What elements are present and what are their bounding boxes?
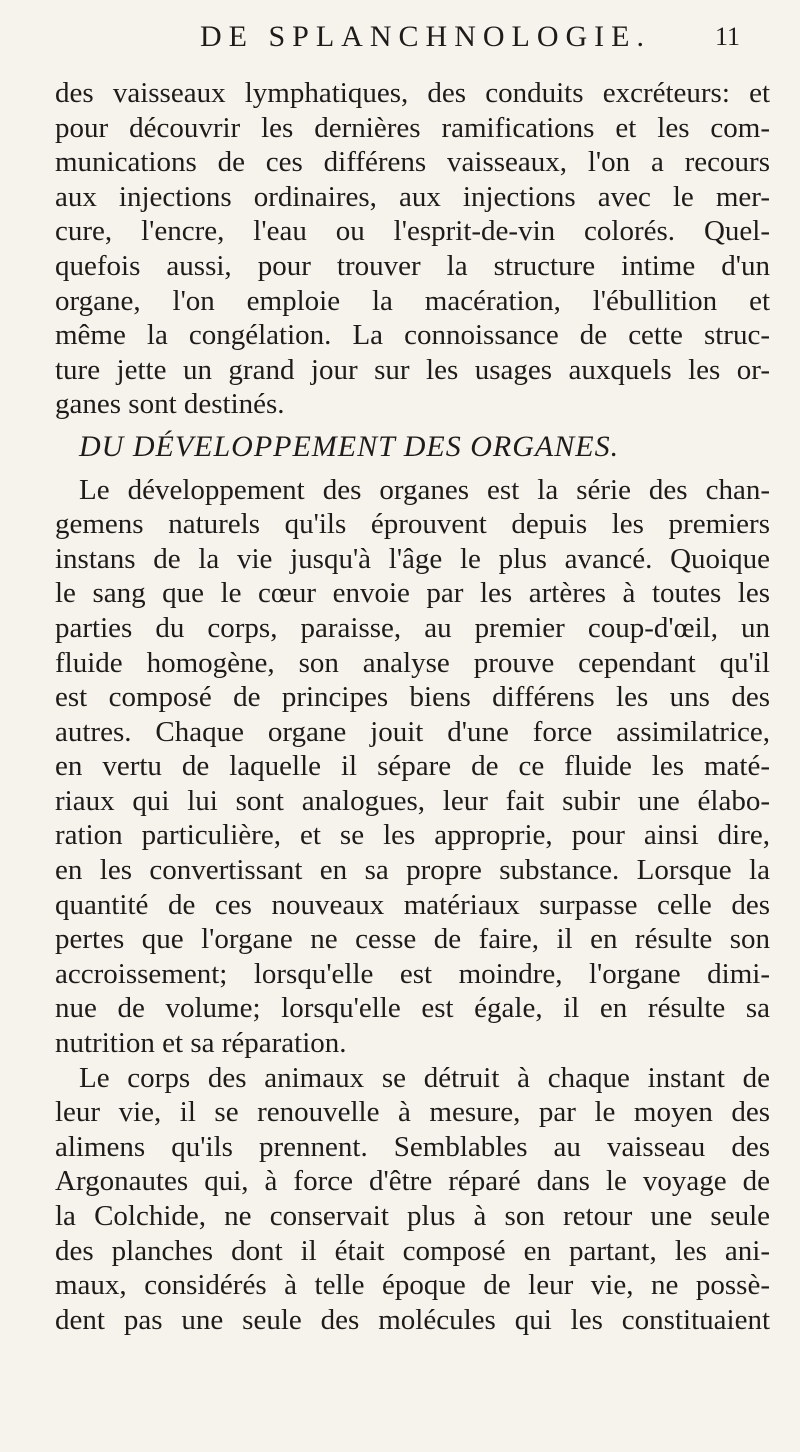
running-head xyxy=(200,20,760,64)
running-head-title: DE SPLANCHNOLOGIE. xyxy=(200,20,651,53)
text-line: ration particulière, et se les approprie, pour ainsi dire, xyxy=(55,819,770,852)
text-line: des planches dont il était composé en partant, les ani- xyxy=(55,1234,770,1267)
text-line: pertes que l'organe ne cesse de faire, il en résulte son xyxy=(55,923,770,956)
text-line: ture jette un grand jour sur les usages auxquels les or- xyxy=(55,353,770,386)
section-heading: DU DÉVELOPPEMENT DES ORGANES. xyxy=(79,429,620,463)
text-line: est composé de principes biens différens les uns des xyxy=(55,681,770,714)
text-line: nutrition et sa réparation. xyxy=(55,1027,347,1060)
text-line: organe, l'on emploie la macération, l'ébullition et xyxy=(55,284,770,317)
text-line: ganes sont destinés. xyxy=(55,388,285,421)
text-line: leur vie, il se renouvelle à mesure, par le moyen des xyxy=(55,1096,770,1129)
text-line: fluide homogène, son analyse prouve cependant qu'il xyxy=(55,646,770,679)
text-line: quefois aussi, pour trouver la structure intime d'un xyxy=(55,249,770,282)
body-text xyxy=(55,76,770,1337)
text-line: pour découvrir les dernières ramifications et les com- xyxy=(55,111,770,144)
text-line: même la congélation. La connoissance de cette struc- xyxy=(55,319,770,352)
text-line: la Colchide, ne conservait plus à son retour une seule xyxy=(55,1200,770,1232)
text-line: dent pas une seule des molécules qui les constituaient xyxy=(55,1303,770,1336)
text-line: riaux qui lui sont analogues, leur fait subir une élabo- xyxy=(55,784,770,817)
text-line: quantité de ces nouveaux matériaux surpasse celle des xyxy=(55,888,770,921)
paragraph-development xyxy=(55,473,770,1061)
text-line: en les convertissant en sa propre substance. Lorsque la xyxy=(55,854,770,887)
text-line: accroissement; lorsqu'elle est moindre, l'organe dimi- xyxy=(55,957,770,990)
page-number: 11 xyxy=(714,22,740,51)
paragraph-continued xyxy=(55,76,770,422)
text-line: Le développement des organes est la série des chan- xyxy=(79,473,770,506)
text-line: Argonautes qui, à force d'être réparé dans le voyage de xyxy=(55,1165,770,1198)
text-line: aux injections ordinaires, aux injections avec le mer- xyxy=(55,180,770,213)
text-line: alimens qu'ils prennent. Semblables au vaisseau des xyxy=(55,1130,770,1163)
paragraph-renewal xyxy=(55,1061,770,1338)
text-line: gemens naturels qu'ils éprouvent depuis les premiers xyxy=(55,508,770,541)
text-line: en vertu de laquelle il sépare de ce fluide les maté- xyxy=(55,750,770,783)
text-line: instans de la vie jusqu'à l'âge le plus avancé. Quoique xyxy=(55,542,770,575)
text-line: cure, l'encre, l'eau ou l'esprit-de-vin colorés. Quel- xyxy=(55,215,770,248)
text-line: des vaisseaux lymphatiques, des conduits excréteurs: et xyxy=(55,77,770,109)
text-line: nue de volume; lorsqu'elle est égale, il en résulte sa xyxy=(55,992,770,1025)
text-line: le sang que le cœur envoie par les artères à toutes les xyxy=(55,577,770,610)
text-line: parties du corps, paraisse, au premier coup-d'œil, un xyxy=(55,611,770,644)
text-line: autres. Chaque organe jouit d'une force assimilatrice, xyxy=(55,715,770,748)
text-line: maux, considérés à telle époque de leur vie, ne possè- xyxy=(55,1269,770,1302)
text-line: munications de ces différens vaisseaux, l'on a recours xyxy=(55,146,770,179)
text-line: Le corps des animaux se détruit à chaque instant de xyxy=(79,1061,770,1094)
